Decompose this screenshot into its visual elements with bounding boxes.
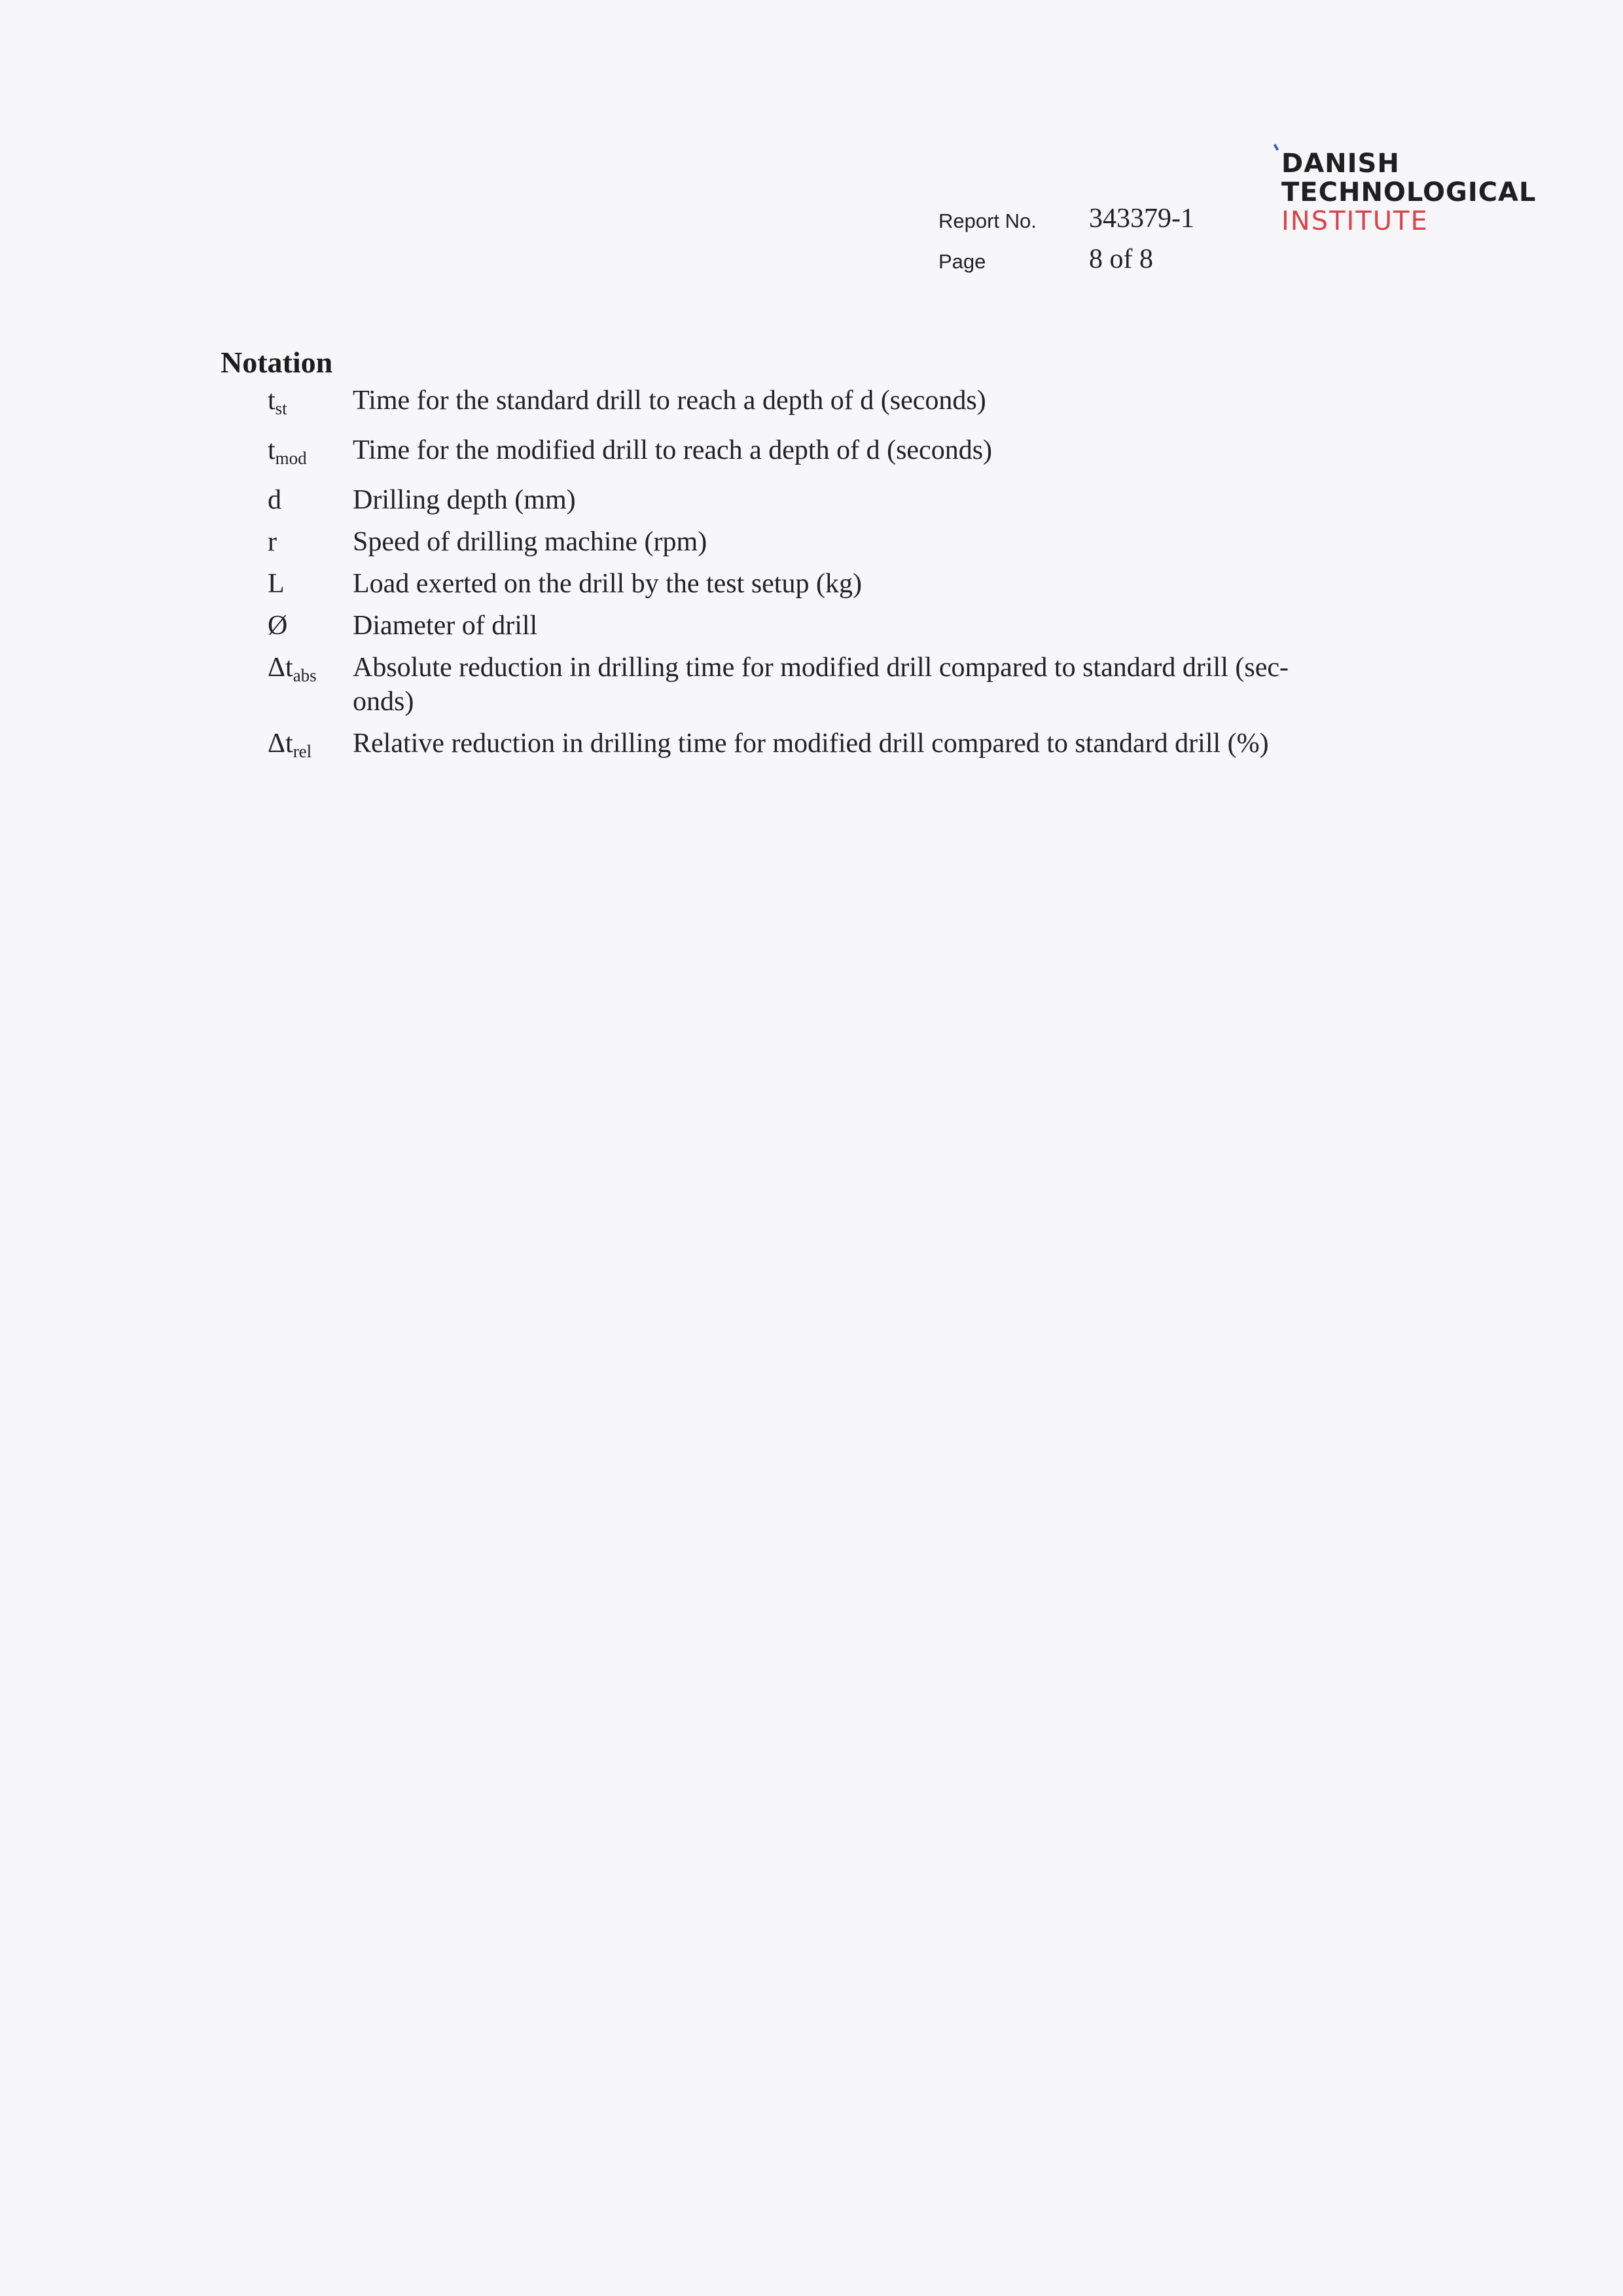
notation-symbol [221,609,353,643]
symbol-subscript: abs [293,666,317,685]
symbol-base: Δt [268,728,293,759]
symbol-subscript: mod [275,448,307,468]
report-number-row [938,203,1240,243]
notation-row [221,651,1399,719]
symbol-subscript: rel [293,742,312,761]
notation-row [221,609,1399,643]
page-number-value: 8 of 8 [1089,244,1153,274]
description-line: Absolute reduction in drilling time for modified drill compared to standard drill (sec- [353,653,1289,683]
notation-description: Load exerted on the drill by the test setup (kg) [353,569,862,599]
notation-symbol [221,433,353,475]
symbol-base: Δt [268,653,293,683]
notation-symbol [221,651,353,692]
notation-symbol [221,567,353,601]
notation-row [221,483,1399,517]
notation-description: Diameter of drill [353,611,538,641]
notation-symbol [221,384,353,425]
description-line: onds) [353,687,414,717]
notation-description: Relative reduction in drilling time for modified drill compared to standard drill (%) [353,728,1269,759]
symbol-base: L [268,569,285,599]
notation-section [221,345,1399,776]
danish-technological-institute-logo [1281,149,1537,236]
symbol-base: t [268,435,276,465]
logo-line-danish: DANISH [1281,149,1400,179]
logo-line-technological: TECHNOLOGICAL [1281,177,1537,207]
notation-description: Time for the standard drill to reach a depth of d (seconds) [353,386,986,416]
report-meta [938,203,1240,284]
symbol-base: r [268,527,277,557]
logo-mark-icon [1274,144,1279,151]
notation-symbol [221,525,353,559]
notation-row [221,567,1399,601]
notation-row [221,433,1399,475]
notation-description: Drilling depth (mm) [353,485,576,515]
notation-title: Notation [221,346,333,379]
report-number-label: Report No. [938,209,1037,232]
page-label: Page [938,250,986,273]
page-number-row [938,243,1240,284]
notation-description: Speed of drilling machine (rpm) [353,527,707,557]
notation-description: Time for the modified drill to reach a depth of d (seconds) [353,435,993,465]
symbol-base: d [268,485,281,515]
symbol-base: Ø [268,611,288,641]
symbol-subscript: st [275,399,287,418]
notation-row [221,525,1399,559]
symbol-base: t [268,386,276,416]
logo-line-institute: INSTITUTE [1281,206,1429,236]
notation-row [221,726,1399,768]
notation-row [221,384,1399,425]
notation-symbol [221,726,353,768]
notation-symbol [221,483,353,517]
notation-description [353,651,1399,719]
report-number-value: 343379-1 [1089,204,1194,234]
